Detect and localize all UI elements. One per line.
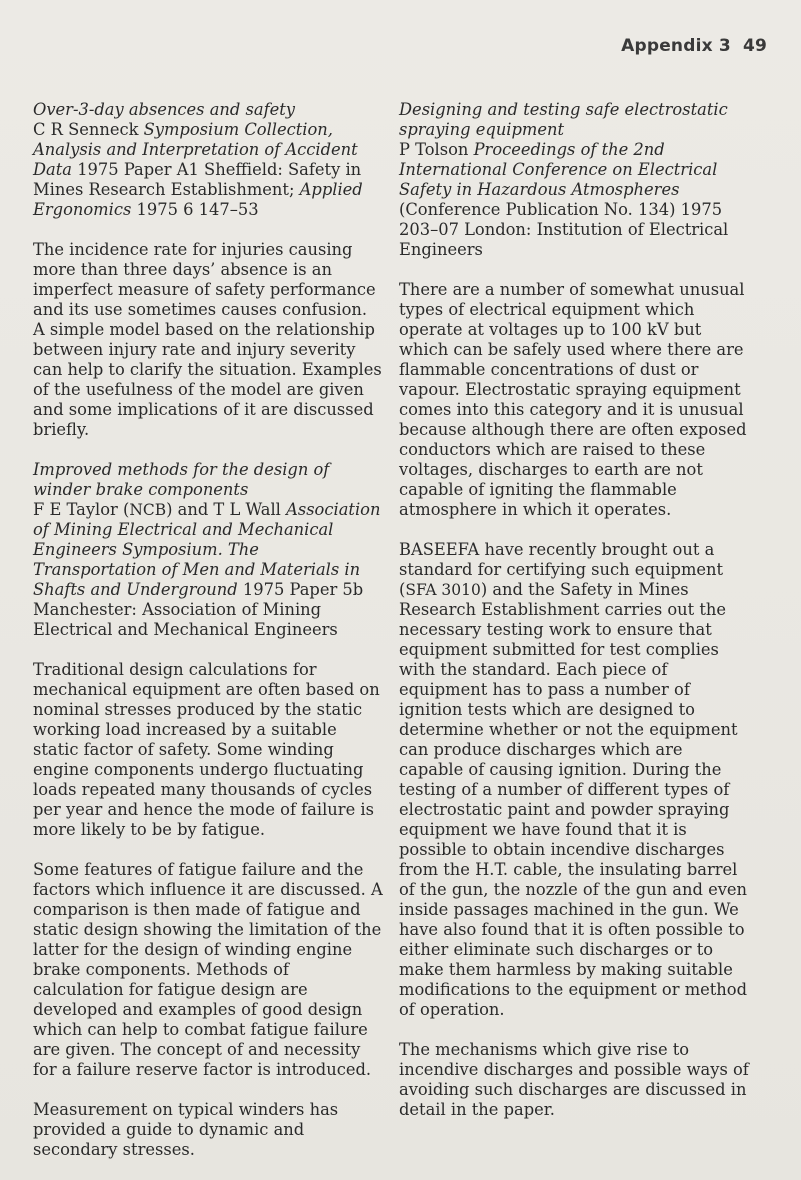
entry-title: Improved methods for the design of winder brake components [33,460,330,499]
affiliation: NCB [129,501,167,519]
standard-code: SFA 3010 [405,581,481,599]
abstract-paragraph: There are a number of somewhat unusual types of electrical equipment which operate at voltages up to 100 kV but which can be safely used where there are flammable concentrations of dust or vapour. Electrostatic spraying equipment comes into this category and it is unusual because although there are often exposed conductors which are raised to these voltages, discharges to earth are not capable of igniting the flammable atmosphere in which it operates. [399,280,747,519]
abstract-paragraph: Traditional design calculations for mechanical equipment are often based on nominal stresses produced by the static working load increased by a suitable static factor of safety. Some winding engine components undergo fluctuating loads repeated many thousands of cycles per year and hence the mode of failure is more likely to be by fatigue. [33,660,380,839]
entry-title: Over-3-day absences and safety [33,100,295,119]
right-column [399,100,749,1140]
author: P Tolson [399,140,469,159]
paragraph-text: ) and the Safety in Mines Research Establishment carries out the necessary testing work to ensure that equipment submitted for test complies with the standard. Each piece of equipment has to pass a number of ignition tests which are designed to determine whether or not the equipment can produce discharges which are capable of causing ignition. During the testing of a number of different types of electrostatic paint and powder spraying equipment we have found that it is possible to obtain incendive discharges from the H.T. cable, the insulating barrel of the gun, the nozzle of the gun and even inside passages machined in the gun. We have also found that it is often possible to either eliminate such discharges or to make them harmless by making suitable modifications to the equipment or method of operation. [399,580,748,1019]
abstract-paragraph: Some features of fatigue failure and the factors which influence it are discussed. A comparison is then made of fatigue and static design showing the limitation of the latter for the design of winding engine brake components. Methods of calculation for fatigue design are developed and examples of good design which can help to combat fatigue failure are given. The concept of and necessity for a failure reserve factor is introduced. [33,860,383,1079]
abstract-entry [33,100,383,440]
author: and T L Wall [177,500,281,519]
abstract-entry [399,100,749,1120]
abstract-paragraph [399,540,749,1020]
entry-citation: F E Taylor (NCB) and T L Wall Association of Mining Electrical and Mechanical Engineers Symposium. The Transportation of Men and Materials in Shafts and Underground 1975 Paper 5b Manchester: Association of Mining Electrical and Mechanical Engineers [33,500,381,639]
abstract-entry [33,460,383,1160]
entry-title: Designing and testing safe electrostatic spraying equipment [399,100,728,139]
entry-citation [33,120,383,220]
paragraph-text: BASEEFA have recently brought out a standard for certifying such equipment ( [399,540,724,599]
abstract-text: The incidence rate for injuries causing more than three days’ absence is an imperfect measure of safety performance and its use sometimes causes confusion. A simple model based on the relationship between injury rate and injury severity can help to clarify the situation. Examples of the usefulness of the model are given and some implications of it are discussed briefly. [33,240,382,439]
appendix-label: Appendix 3 [621,36,731,56]
author: F E Taylor [33,500,118,519]
source-title: Association of Mining Electrical and Mechanical Engineers Symposium. The Transportation of Men and Materials in Shafts and Underground [33,500,381,599]
entry-citation [399,140,749,260]
author: C R Senneck [33,120,139,139]
publication-details: (Conference Publication No. 134) 1975 203–07 London: Institution of Electrical Engineers [399,200,729,259]
abstract-paragraph: The mechanisms which give rise to incendive discharges and possible ways of avoiding such discharges are discussed in detail in the paper. [399,1040,749,1119]
source-title: Proceedings of the 2nd International Conference on Electrical Safety in Hazardous Atmospheres [399,140,718,199]
page-number: 49 [742,36,767,56]
left-column [33,100,383,1180]
publication-details: 1975 Paper A1 Sheffield: Safety in Mines Research Establishment; [33,160,362,199]
journal-title: Applied Ergonomics [33,180,363,219]
publication-details: 1975 Paper 5b Manchester: Association of Mining Electrical and Mechanical Engineers [33,580,364,639]
abstract-paragraph: Measurement on typical winders has provided a guide to dynamic and secondary stresses. [33,1100,339,1159]
running-header [621,36,767,56]
source-title: Symposium Collection, Analysis and Interpretation of Accident Data [33,120,358,179]
journal-details: 1975 6 147–53 [136,200,259,219]
